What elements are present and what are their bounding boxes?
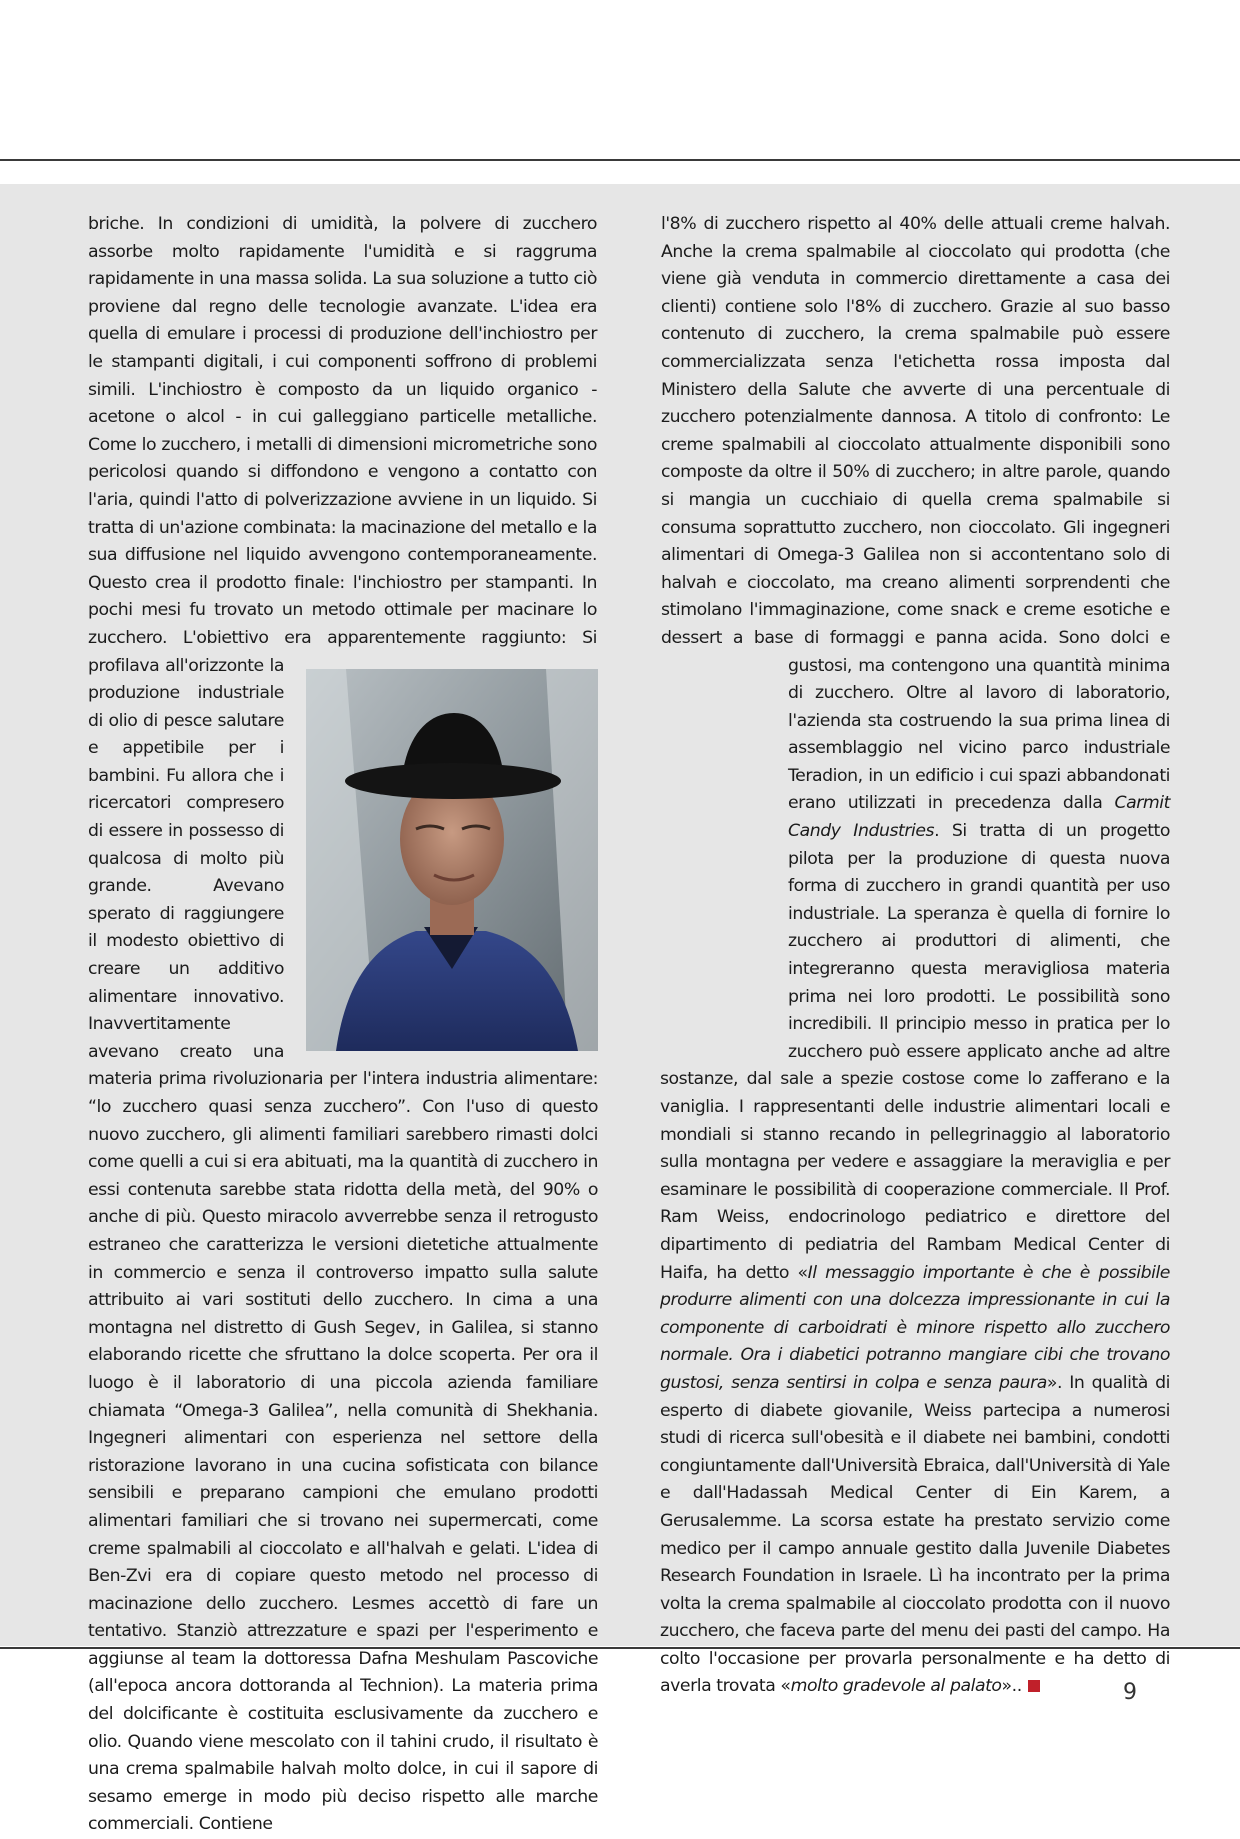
page-number: 9 bbox=[1123, 1680, 1137, 1705]
portrait-photo bbox=[306, 669, 598, 1051]
bottom-rule bbox=[0, 1647, 1240, 1649]
article-column-left bbox=[88, 211, 598, 1839]
weiss-quote: Il messaggio importante è che è possibile produrre alimenti con una dolcezza impressionante in cui la componente di carboidrati è minore rispetto allo zucchero normale. Ora i diabetici potranno mangiare cibi che trovano gustosi, senza sentirsi in colpa e senza paura bbox=[660, 1262, 1170, 1393]
company-name: Carmit Candy Industries bbox=[788, 793, 1170, 842]
end-of-article-mark bbox=[1028, 1680, 1040, 1692]
closing-quote: molto gradevole al palato bbox=[790, 1676, 1002, 1697]
right-text-part-3: ». In qualità di esperto di diabete giovanile, Weiss partecipa a numerosi studi di ricerca sull'obesità e il diabete nei bambini, condotti congiuntamente dall'Università Ebraica, dall'Università di Yale e dall'Hadassah Medical Center di Ein Karem, a Gerusalemme. La scorsa estate ha prestato servizio come medico per il campo annuale gestito dalla Juvenile Diabetes Research Foundation in Israele. Lì ha incontrato per la prima volta la crema spalmabile al cioccolato prodotta con il nuovo zucchero, che faceva parte del menu dei pasti del campo. Ha colto l'occasione per provarla personalmente e ha detto di averla trovata « bbox=[660, 1372, 1170, 1697]
closing-punctuation: ».. bbox=[1001, 1676, 1022, 1697]
right-text-part-1: l'8% di zucchero rispetto al 40% delle attuali creme halvah. Anche la crema spalmabile al cioccolato qui prodotta (che viene già venduta in commercio direttamente a casa dei clienti) contiene solo l'8% di zucchero. Grazie al suo basso contenuto di zucchero, la crema spalmabile può essere commercializzata senza l'etichetta rossa imposta dal Ministero della Salute che avverte di una percentuale di zucchero potenzialmente dannosa. A titolo di confronto: Le creme spalmabili al cioccolato attualmente disponibili sono composte da oltre il 50% di zucchero; in altre parole, quando si mangia un cucchiaio di quella crema spalmabile si consuma soprattutto zucchero, non cioccolato. Gli ingegneri alimentari di Omega-3 Galilea non si accontentano solo di halvah e cioccolato, ma creano alimenti sorprendenti che stimolano l'immaginazione, come snack e creme esotiche e dessert a base di formaggi e panna acida. Sono dolci e gustosi, ma contengono una quantità minima di zucchero. Oltre al lavoro di laboratorio, l'azienda sta costruendo la sua prima linea di assemblaggio nel vicino parco industriale Teradion, in un edificio i cui spazi abbandonati erano utilizzati in precedenza dalla bbox=[661, 214, 1170, 814]
right-text-part-2: . Si tratta di un progetto pilota per la produzione di questa nuova forma di zucchero in grandi quantità per uso industriale. La speranza è quella di fornire lo zucchero ai produttori di alimenti, che integreranno questa meravigliosa materia prima nei loro prodotti. Le possibilità sono incredibili. Il principio messo in pratica per lo zucchero può essere applicato anche ad altre sostanze, dal sale a spezie costose come lo zafferano e la vaniglia. I rappresentanti delle industrie alimentari locali e mondiali si stanno recando in pellegrinaggio al laboratorio sulla montagna per vedere e assaggiare la meraviglia e per esaminare le possibilità di cooperazione commerciale. Il Prof. Ram Weiss, endocrinologo pediatrico e direttore del dipartimento di pediatria del Rambam Medical Center di Haifa, ha detto « bbox=[660, 821, 1170, 1283]
article-column-right bbox=[660, 211, 1170, 1701]
top-rule bbox=[0, 159, 1240, 161]
left-column-text: briche. In condizioni di umidità, la polvere di zucchero assorbe molto rapidamente l'umidità e si raggruma rapidamente in una massa solida. La sua soluzione a tutto ciò proviene dal regno delle tecnologie avanzate. L'idea era quella di emulare i processi di produzione dell'inchiostro per le stampanti digitali, i cui componenti soffrono di problemi simili. L'inchiostro è composto da un liquido organico - acetone o alcol - in cui galleggiano particelle metalliche. Come lo zucchero, i metalli di dimensioni micrometriche sono pericolosi quando si diffondono e vengono a contatto con l'aria, quindi l'atto di polverizzazione avviene in un liquido. Si tratta di un'azione combinata: la macinazione del metallo e la sua diffusione nel liquido avvengono contemporaneamente. Questo crea il prodotto finale: l'inchiostro per stampanti. In pochi mesi fu trovato un metodo ottimale per macinare lo zucchero. L'obiettivo era apparentemente raggiunto: Si profilava all'orizzonte la produzione industriale di olio di pesce salutare e appetibile per i bambini. Fu allora che i ricercatori compresero di essere in possesso di qualcosa di molto più grande. Avevano sperato di raggiungere il modesto obiettivo di creare un additivo alimentare innovativo. Inavvertitamente avevano creato una materia prima rivoluzionaria per l'intera industria alimentare: “lo zucchero quasi senza zucchero”. Con l'uso di questo nuovo zucchero, gli alimenti familiari sarebbero rimasti dolci come quelli a cui si era abituati, ma la quantità di zucchero in essi contenuta sarebbe stata ridotta della metà, del 90% o anche di più. Questo miracolo avverrebbe senza il retrogusto estraneo che caratterizza le versioni dietetiche attualmente in commercio e senza il controverso impatto sulla salute attribuito ai vari sostituti dello zucchero. In cima a una montagna nel distretto di Gush Segev, in Galilea, si stanno elaborando ricette che sfruttano la dolce scoperta. Per ora il luogo è il laboratorio di una piccola azienda familiare chiamata “Omega-3 Galilea”, nella comunità di Shekhania. Ingegneri alimentari con esperienza nel settore della ristorazione lavorano in una cucina sofisticata con bilance sensibili e preparano campioni che emulano prodotti alimentari familiari che si trovano nei supermercati, come creme spalmabili al cioccolato e all'halvah e gelati. L'idea di Ben-Zvi era di copiare questo metodo nel processo di macinazione dello zucchero. Lesmes accettò di fare un tentativo. Stanziò attrezzature e spazi per l'esperimento e aggiunse al team la dottoressa Dafna Meshulam Pascoviche (all'epoca ancora dottoranda al Technion). La materia prima del dolcificante è costituita esclusivamente da zucchero e olio. Quando viene mescolato con il tahini crudo, il risultato è una crema spalmabile halvah molto dolce, in cui il sapore di sesamo emerge in modo più deciso rispetto alle marche commerciali. Contiene bbox=[88, 214, 598, 1835]
